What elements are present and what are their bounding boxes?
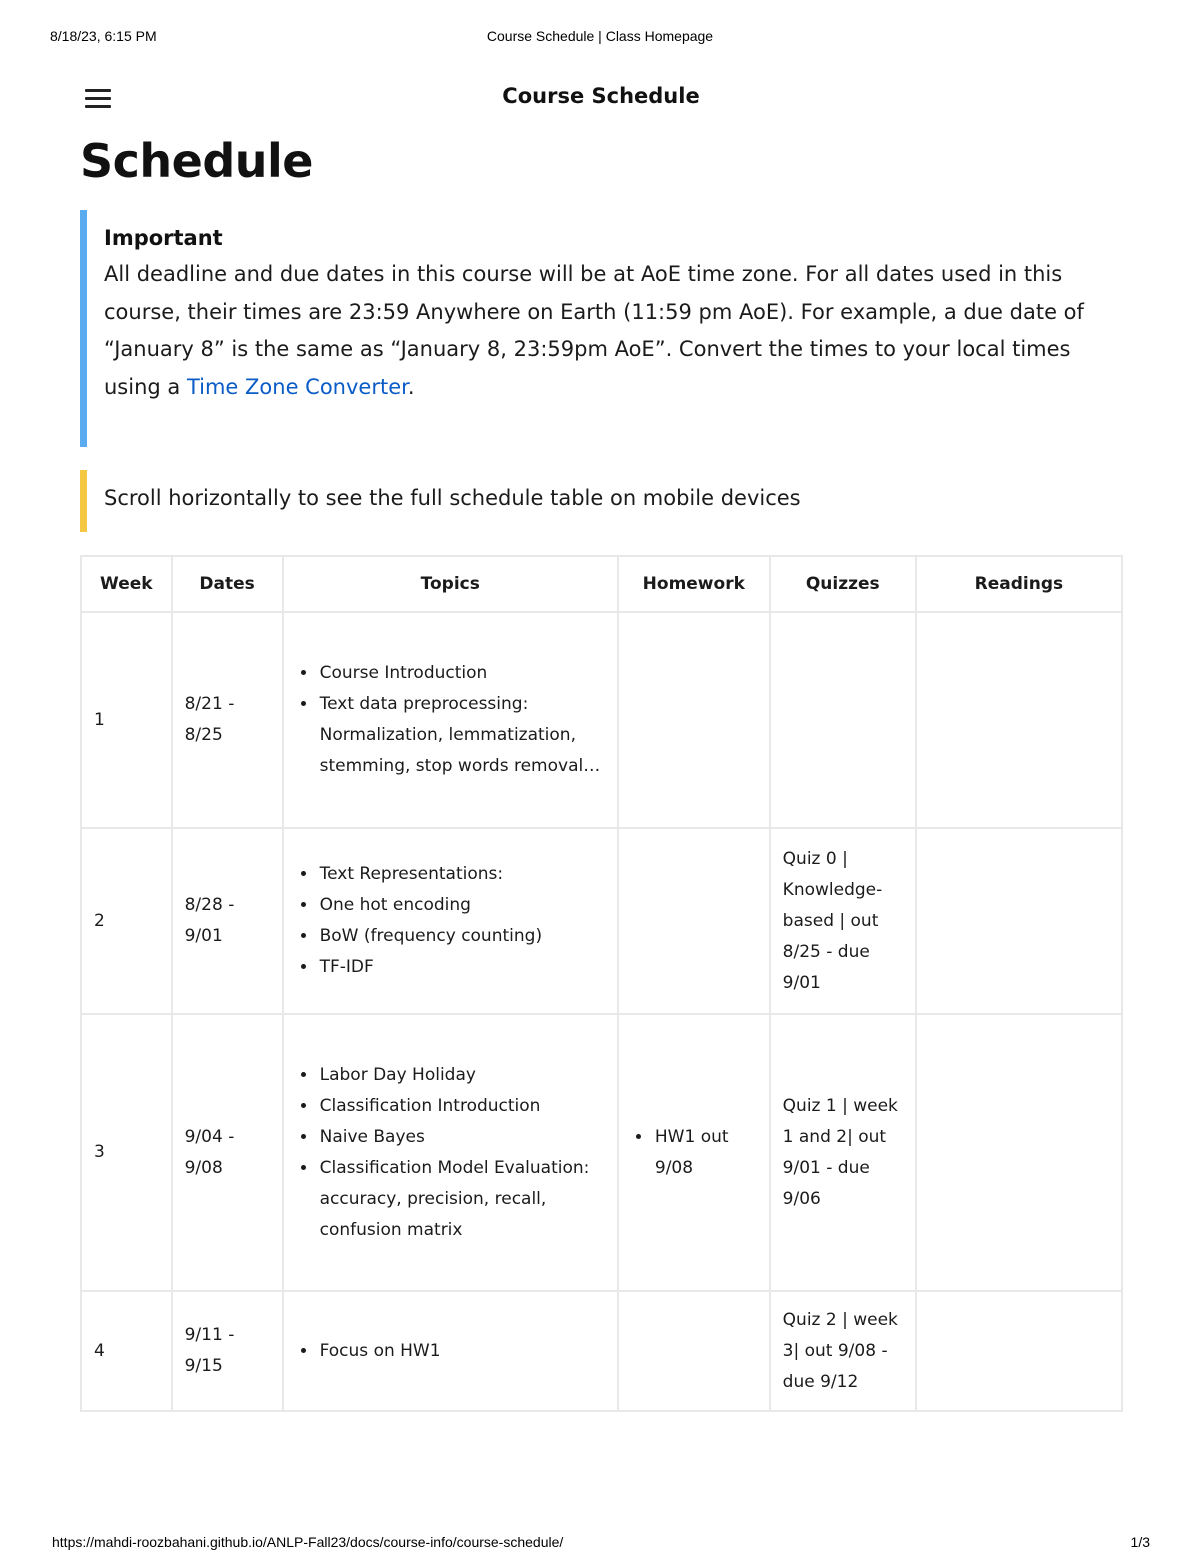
cell-readings xyxy=(916,1014,1122,1291)
print-page-title: Course Schedule | Class Homepage xyxy=(486,28,714,44)
cell-dates: 9/04 - 9/08 xyxy=(172,1014,283,1291)
list-item: • Text Representations: xyxy=(318,859,605,890)
topics-list xyxy=(296,859,605,983)
cell-homework xyxy=(618,1014,770,1291)
header-dates: Dates xyxy=(172,556,283,612)
cell-readings xyxy=(916,612,1122,828)
table-header-row xyxy=(81,556,1122,612)
page-title: Schedule xyxy=(80,134,313,188)
cell-dates: 8/28 - 9/01 xyxy=(172,828,283,1014)
list-item: • Focus on HW1 xyxy=(318,1336,605,1367)
list-item: • BoW (frequency counting) xyxy=(318,921,605,952)
list-item: • Naive Bayes xyxy=(318,1122,605,1153)
cell-readings xyxy=(916,1291,1122,1411)
cell-week: 3 xyxy=(81,1014,172,1291)
cell-quiz: Quiz 1 | week 1 and 2| out 9/01 - due 9/06 xyxy=(770,1014,916,1291)
schedule-table xyxy=(80,555,1123,1412)
print-url: https://mahdi-roozbahani.github.io/ANLP-Fall23/docs/course-info/course-schedule/ xyxy=(52,1534,564,1550)
important-callout xyxy=(80,210,1110,447)
top-bar xyxy=(80,82,1122,116)
cell-topics xyxy=(283,828,618,1014)
callout-title: Important xyxy=(104,226,223,250)
list-item: • Classification Introduction xyxy=(318,1091,605,1122)
callout-text xyxy=(104,256,1110,406)
header-quizzes: Quizzes xyxy=(770,556,916,612)
list-item: • Course Introduction xyxy=(318,658,605,689)
topics-list xyxy=(296,1060,605,1246)
table-row xyxy=(81,1291,1122,1411)
print-timestamp: 8/18/23, 6:15 PM xyxy=(50,28,157,44)
print-page-number: 1/3 xyxy=(1130,1534,1150,1550)
list-item: • One hot encoding xyxy=(318,890,605,921)
cell-topics xyxy=(283,612,618,828)
cell-topics xyxy=(283,1291,618,1411)
cell-readings xyxy=(916,828,1122,1014)
callout-text-after: . xyxy=(407,374,415,399)
header-week: Week xyxy=(81,556,172,612)
cell-topics xyxy=(283,1014,618,1291)
cell-quiz: Quiz 0 | Knowledge-based | out 8/25 - due 9/01 xyxy=(770,828,916,1014)
cell-quiz: Quiz 2 | week 3| out 9/08 - due 9/12 xyxy=(770,1291,916,1411)
header-readings: Readings xyxy=(916,556,1122,612)
list-item: • TF-IDF xyxy=(318,952,605,983)
scroll-note-callout: Scroll horizontally to see the full schedule table on mobile devices xyxy=(80,470,1110,532)
list-item: • Text data preprocessing: Normalization, lemmatization, stemming, stop words removal… xyxy=(318,689,605,782)
cell-homework xyxy=(618,1291,770,1411)
list-item: • HW1 out 9/08 xyxy=(653,1122,757,1184)
cell-homework xyxy=(618,612,770,828)
header-homework: Homework xyxy=(618,556,770,612)
time-zone-converter-link[interactable]: Time Zone Converter xyxy=(186,374,408,399)
cell-week: 2 xyxy=(81,828,172,1014)
list-item: • Classification Model Evaluation: accuracy, precision, recall, confusion matrix xyxy=(318,1153,605,1246)
table-row xyxy=(81,828,1122,1014)
callout-text-before: All deadline and due dates in this course will be at AoE time zone. For all dates used in this course, their times are 23:59 Anywhere on Earth (11:59 pm AoE). For example, a due date of “January 8” is the same as “January 8, 23:59pm AoE”. Convert the times to your local times using a xyxy=(104,262,1084,399)
cell-dates: 9/11 - 9/15 xyxy=(172,1291,283,1411)
header-topics: Topics xyxy=(283,556,618,612)
table-row xyxy=(81,612,1122,828)
list-item: • Labor Day Holiday xyxy=(318,1060,605,1091)
homework-list xyxy=(631,1122,757,1184)
print-footer xyxy=(52,1534,1150,1552)
cell-week: 1 xyxy=(81,612,172,828)
table-row xyxy=(81,1014,1122,1291)
topics-list xyxy=(296,658,605,782)
topbar-title: Course Schedule xyxy=(502,84,700,108)
cell-quiz xyxy=(770,612,916,828)
cell-homework xyxy=(618,828,770,1014)
cell-dates: 8/21 - 8/25 xyxy=(172,612,283,828)
topics-list xyxy=(296,1336,605,1367)
print-header xyxy=(50,28,1150,48)
cell-week: 4 xyxy=(81,1291,172,1411)
